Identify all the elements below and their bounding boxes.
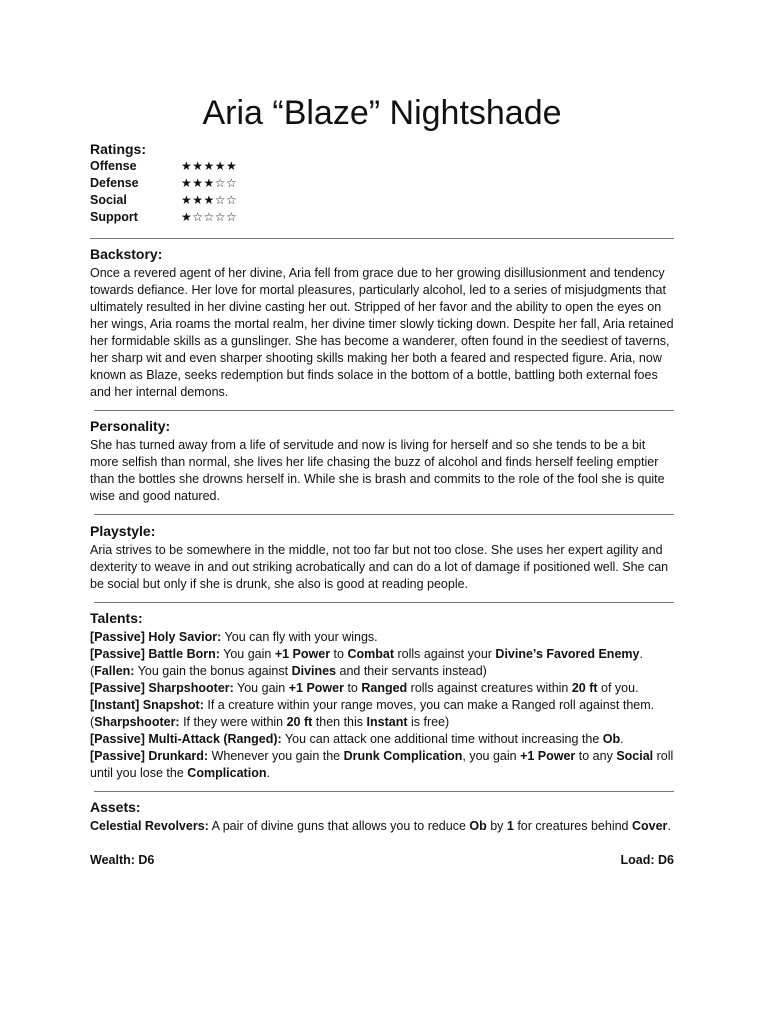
bold-term: Ranged <box>361 681 408 695</box>
footer-stats <box>90 852 674 869</box>
bold-term: +1 Power <box>288 681 344 695</box>
text-run: of you. <box>597 681 639 695</box>
bold-term: Divines <box>291 664 337 678</box>
bold-term: Ob <box>469 819 487 833</box>
rating-row-offense <box>90 158 237 175</box>
bold-term: 1 <box>506 819 514 833</box>
talent-line <box>90 680 674 697</box>
backstory-section <box>90 246 674 401</box>
rating-row-defense <box>90 175 237 192</box>
star-rating-icon: ★☆☆☆☆ <box>181 210 238 224</box>
text-run: ( <box>90 664 95 678</box>
text-run: A pair of divine guns that allows you to reduce <box>208 819 470 833</box>
bold-term: [Passive] Multi-Attack (Ranged): <box>90 732 282 746</box>
talent-line <box>90 629 674 646</box>
text-run: by <box>486 819 507 833</box>
text-run: . <box>266 766 270 780</box>
star-rating-icon: ★★★☆☆ <box>181 193 238 207</box>
asset-line <box>90 818 674 835</box>
section-divider <box>90 238 674 239</box>
section-divider <box>94 602 674 603</box>
text-run: for creatures behind <box>513 819 632 833</box>
text-run: , you gain <box>462 749 521 763</box>
text-run: ( <box>90 715 95 729</box>
ratings-heading: Ratings: <box>90 141 146 157</box>
rating-row-support <box>90 209 237 226</box>
talent-line <box>90 731 674 748</box>
bold-term: +1 Power <box>520 749 576 763</box>
text-run: You can fly with your wings. <box>221 630 378 644</box>
talent-line <box>90 697 674 714</box>
bold-term: 20 ft <box>571 681 598 695</box>
text-run: . <box>667 819 671 833</box>
rating-row-social <box>90 192 237 209</box>
bold-term: Divine’s Favored Enemy <box>495 647 640 661</box>
personality-section <box>90 418 674 505</box>
star-rating-icon: ★★★☆☆ <box>181 176 238 190</box>
rating-name: Defense <box>90 176 139 190</box>
page-title: Aria “Blaze” Nightshade <box>202 94 562 132</box>
assets-heading: Assets: <box>90 799 141 815</box>
text-run: You gain <box>219 647 275 661</box>
bold-term: [Passive] Sharpshooter: <box>90 681 234 695</box>
text-run: Whenever you gain the <box>208 749 344 763</box>
text-run: You can attack one additional time without increasing the <box>281 732 603 746</box>
rating-name: Support <box>90 210 138 224</box>
bold-term: Instant <box>366 715 408 729</box>
text-run: roll until you lose the <box>90 749 674 780</box>
bold-term: Celestial Revolvers: <box>90 819 209 833</box>
text-run: rolls against your <box>393 647 496 661</box>
load-stat: Load: D6 <box>620 853 674 867</box>
text-run: rolls against creatures within <box>407 681 572 695</box>
wealth-stat: Wealth: D6 <box>90 853 155 867</box>
bold-term: Ob <box>602 732 621 746</box>
text-run: then this <box>312 715 367 729</box>
bold-term: Fallen: <box>94 664 135 678</box>
bold-term: [Instant] Snapshot: <box>90 698 204 712</box>
personality-heading: Personality: <box>90 418 171 434</box>
bold-term: Combat <box>347 647 394 661</box>
text-run: and their servants instead) <box>336 664 487 678</box>
playstyle-text: Aria strives to be somewhere in the middle, not too far but not too close. She uses her expert agility and dexterity to weave in and out striking acrobatically and can do a lot of damage if positioned well. She can be social but only if she is drunk, she also is good at reading people. <box>90 543 669 591</box>
section-divider <box>94 410 674 411</box>
bold-term: Social <box>616 749 654 763</box>
text-run: If a creature within your range moves, you can make a Ranged roll against them. <box>203 698 655 712</box>
talent-line <box>90 714 674 731</box>
talent-line <box>90 646 674 663</box>
bold-term: 20 ft <box>286 715 313 729</box>
bold-term: [Passive] Holy Savior: <box>90 630 222 644</box>
playstyle-heading: Playstyle: <box>90 523 156 539</box>
playstyle-section <box>90 523 674 593</box>
bold-term: Sharpshooter: <box>94 715 180 729</box>
text-run: . <box>639 647 643 661</box>
rating-name: Social <box>90 193 127 207</box>
bold-term: [Passive] Battle Born: <box>90 647 220 661</box>
bold-term: Drunk Complication <box>343 749 463 763</box>
bold-term: [Passive] Drunkard: <box>90 749 209 763</box>
bold-term: Complication <box>187 766 267 780</box>
section-divider <box>94 791 674 792</box>
talents-heading: Talents: <box>90 610 143 626</box>
ratings-section <box>90 141 237 226</box>
text-run: You gain <box>233 681 289 695</box>
star-rating-icon: ★★★★★ <box>181 159 238 173</box>
talents-section <box>90 610 674 782</box>
talent-line <box>90 748 674 782</box>
bold-term: +1 Power <box>274 647 331 661</box>
text-run: to any <box>575 749 617 763</box>
backstory-heading: Backstory: <box>90 246 163 262</box>
backstory-text: Once a revered agent of her divine, Aria fell from grace due to her growing disillusionment and tendency towards defiance. Her love for mortal pleasures, particularly alcohol, led to a series of misjudgments that ultimately resulted in her divine casting her out. Stripped of her favor and the ability to open the eyes on her wings, Aria roams the mortal realm, her divine timer slowly ticking down. Despite her fall, Aria retained her formidable skills as a gunslinger. She has become a wanderer, often found in the seediest of taverns, her sharp wit and even sharper shooting skills making her both a feared and respected figure. Aria, now known as Blaze, seeks redemption but finds solace in the bottom of a bottle, battling both external foes and her internal demons. <box>90 266 674 399</box>
talents-list <box>90 629 674 782</box>
rating-name: Offense <box>90 159 137 173</box>
assets-section <box>90 799 674 835</box>
talent-line <box>90 663 674 680</box>
section-divider <box>94 514 674 515</box>
text-run: . <box>620 732 624 746</box>
bold-term: Cover <box>631 819 668 833</box>
text-run: You gain the bonus against <box>134 664 292 678</box>
text-run: to <box>343 681 362 695</box>
personality-text: She has turned away from a life of servitude and now is living for herself and so she tends to be a bit more selfish than normal, she lives her life chasing the buzz of alcohol and finds herself feeling emptier than the bottles she drowns herself in. While she is brash and commits to the role of the fool she is quite wise and good natured. <box>90 438 665 503</box>
text-run: to <box>330 647 348 661</box>
text-run: is free) <box>407 715 450 729</box>
text-run: If they were within <box>179 715 287 729</box>
